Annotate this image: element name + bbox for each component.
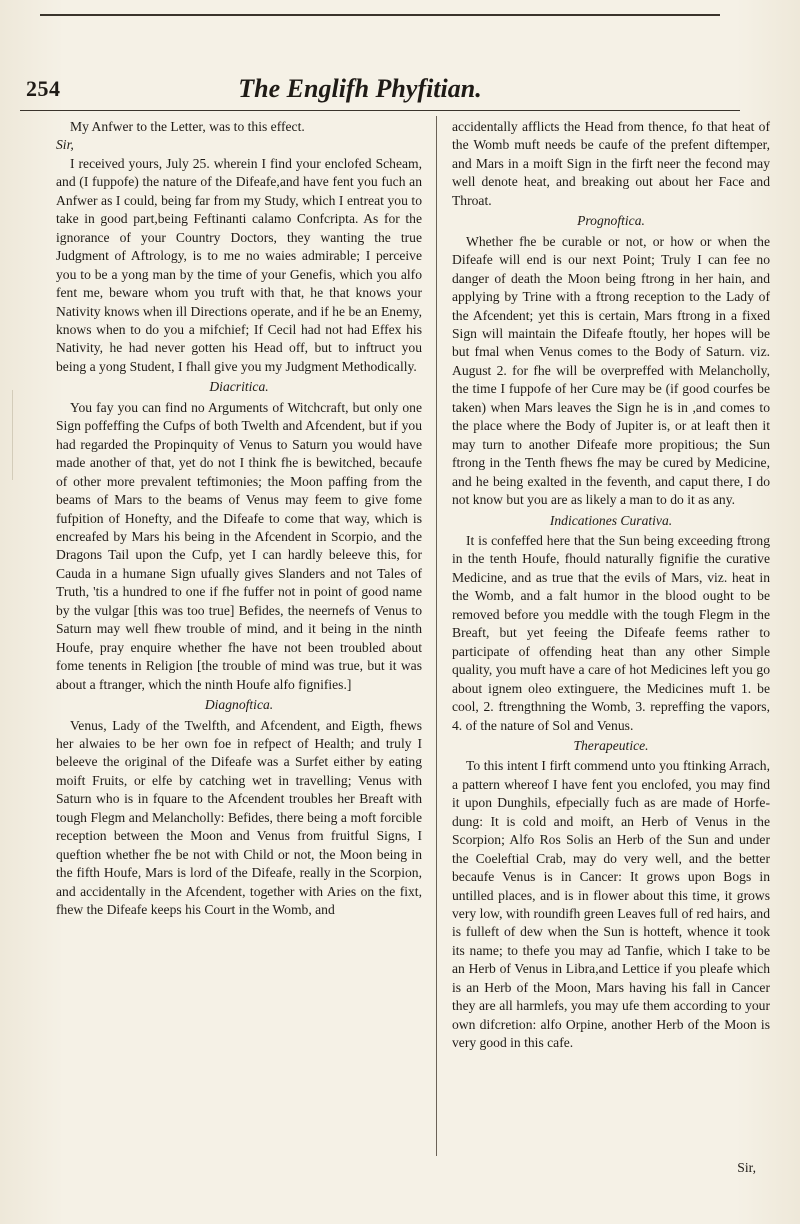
therapeutice-text: To this intent I firft commend unto you ftinking Arrach, a pattern whereof I have fent you enclofed, you may find it upon Dunghils, efpecially fuch as are made of Horfe-dung: It is cold and moift, an Herb of Venus in the Scorpion; Alfo Ros Solis an Herb of the Sun and under the Coeleftial Crab, may do very well, and the better becaufe Venus is in Cancer: It grows upon Bogs in untilled places, and is in flower about this time, it grows very low, with roundifh green Leaves full of red hairs, and is fulleft of dew when the Sun is hotteft, whence it took its name; to thefe you may ad Tanfie, which I take to be an Herb of Venus in Libra,and Lettice if you pleafe which is an Herb of the Moon, Mars having his fall in Cancer they are all harmlefs, you may ufe them according to your own difcretion: alfo Orpine, another Herb of the Moon is very good in this cafe. bbox=[452, 758, 770, 1051]
left-column bbox=[56, 118, 422, 919]
intro-line: My Anfwer to the Letter, was to this effect. bbox=[70, 119, 305, 134]
section-heading-diacritica: Diacritica. bbox=[209, 379, 269, 395]
salutation: Sir, bbox=[56, 137, 74, 153]
letter-body: I received yours, July 25. wherein I find your enclofed Scheam, and (I fuppofe) the nature of the Difeafe,and have fent you fuch an Anfwer as I could, being far from my Study, which I entreat you to take in good part,being Feftinanti calamo Confcripta. As for the ignorance of your Country Doctors, they wanting the true Judgment of Aftrology, is to me no waies admirable; I perceive you to be a yong man by the time of your Genefis, which you alfo fent me, beware whom you truft with that, he that knows your Nativity knows when ill Directions operate, and if he be an Enemy, knows when to do you a mifchief; If Cecil had not had Effex his Nativity, he had never gotten his Head off, but to inftruct you being a yong Student, I fhall give you my Judgment Methodically. bbox=[56, 155, 422, 374]
margin-annotation bbox=[12, 390, 53, 480]
continuation-text: accidentally afflicts the Head from thence, fo that heat of the Womb muft needs be caufe of the prefent diftemper, and Mars in a moift Sign in the firft neer the fecond may well denote heat, and breaking out about her Face and Throat. bbox=[452, 119, 770, 208]
page-header bbox=[20, 74, 700, 110]
page-number: 254 bbox=[26, 76, 61, 101]
prognostica-text: Whether fhe be curable or not, or how or when the Difeafe will end is our next Point; Truly I can fee no danger of death the Moon being ftrong in her hain, and applying by Trine with a ftrong reception to the Lady of the Afcendent; yet this is certain, Mars ftrong in a fixed Sign will maintain the Difeafe ftoutly, her hopes will be but fmal when Venus comes to the Body of Saturn. viz. August 2. for fhe will be overpreffed with Melancholly, the time I fuppofe of her Cure may be (if good courfes be taken) when Mars leaves the Sign he is in ,and comes to the place where the Body of Jupiter is, or at leaft then it may turn to another Difeafe more propitious; the Sun ftrong in the Tenth fhews fhe may be cured by Medicine, and he being exalted in the feventh, and caput there, I do not know but you are as likely a man to do it as any. bbox=[452, 233, 770, 508]
right-column bbox=[452, 118, 770, 1053]
section-heading-indicationes: Indicationes Curativa. bbox=[549, 512, 673, 528]
diacritica-text: You fay you can find no Arguments of Witchcraft, but only one Sign poffeffing the Cufps of both Twelth and Afcendent, but if you had regarded the Propinquity of Venus to Saturn you would have made another of that, yet do not I think fhe is bewitched, becaufe of other more prevalent teftimonies; the Moon paffing from the beams of Mars to the beams of Venus may feem to give fome fufpition of Honefty, and the Difeafe to come that way, which is encreafed by Mars his being in the Afcendent in Scorpio, and the Dragons Tail upon the Cufp, yet I can hardly beleeve this, for Cauda in a humane Sign ufually gives Slanders and not Tales of Truth, 'tis a hundred to one if fhe fuffer not in point of good name by the vulgar [this was too true] Befides, the neernefs of Venus to Saturn may well fhew trouble of mind, and it being in the ninth Houfe, pray enquire whether fhe have not been troubled about fome tenents in Religion [the trouble of mind was true, but it was about a ftranger, which the ninth Houfe alfo fignifies.] bbox=[56, 399, 422, 692]
diagnostica-text: Venus, Lady of the Twelfth, and Afcendent, and Eigth, fhews her alwaies to be her own foe in refpect of Health; and truly I beleeve the original of the Difeafe was a Surfet either by eating moift Fruits, or elfe by catching wet in travelling; Venus with Saturn who is in fquare to the Afcendent troubles her Breaft with tough Flegm and Melancholly: Befides, there being a moft forcible reception between the Moon and Venus from fruitful Signs, I queftion whether fhe be not with Child or not, the Moon being in the fifth Houfe, Mars is lord of the Difeafe, really in the Scorpion, and accidentally in the Afcendent, together with Aries on the fixt, fhew the Difeafe keeps his Court in the Womb, and bbox=[56, 717, 422, 918]
running-title: The Englifh Phyfitian. bbox=[238, 74, 482, 103]
indicationes-text: It is confeffed here that the Sun being exceeding ftrong in the tenth Houfe, fhould naturally fignifie the curative Medicine, and as true that the evils of Mars, viz. heat in the Womb, and a falt humor in the blood ought to be removed before you meddle with the tough Flegm in the Breaft, but yet feeing the Difeafe feems rather to participate of offending heat than any other Simple quality, you muft have a care of hot Medicines left you go about ignem oleo extinguere, the Medicines muft 1. be cool, 2. ftrengthning the Womb, 3. repreffing the vapors, 4. of the nature of Sol and Venus. bbox=[452, 532, 770, 733]
column-divider bbox=[436, 116, 437, 1156]
header-rule bbox=[20, 110, 740, 111]
section-heading-diagnostica: Diagnoftica. bbox=[204, 697, 274, 713]
catchword: Sir, bbox=[737, 1160, 756, 1175]
top-edge-rule bbox=[40, 14, 720, 16]
section-heading-therapeutice: Therapeutice. bbox=[573, 737, 649, 753]
section-heading-prognostica: Prognoftica. bbox=[577, 213, 645, 229]
